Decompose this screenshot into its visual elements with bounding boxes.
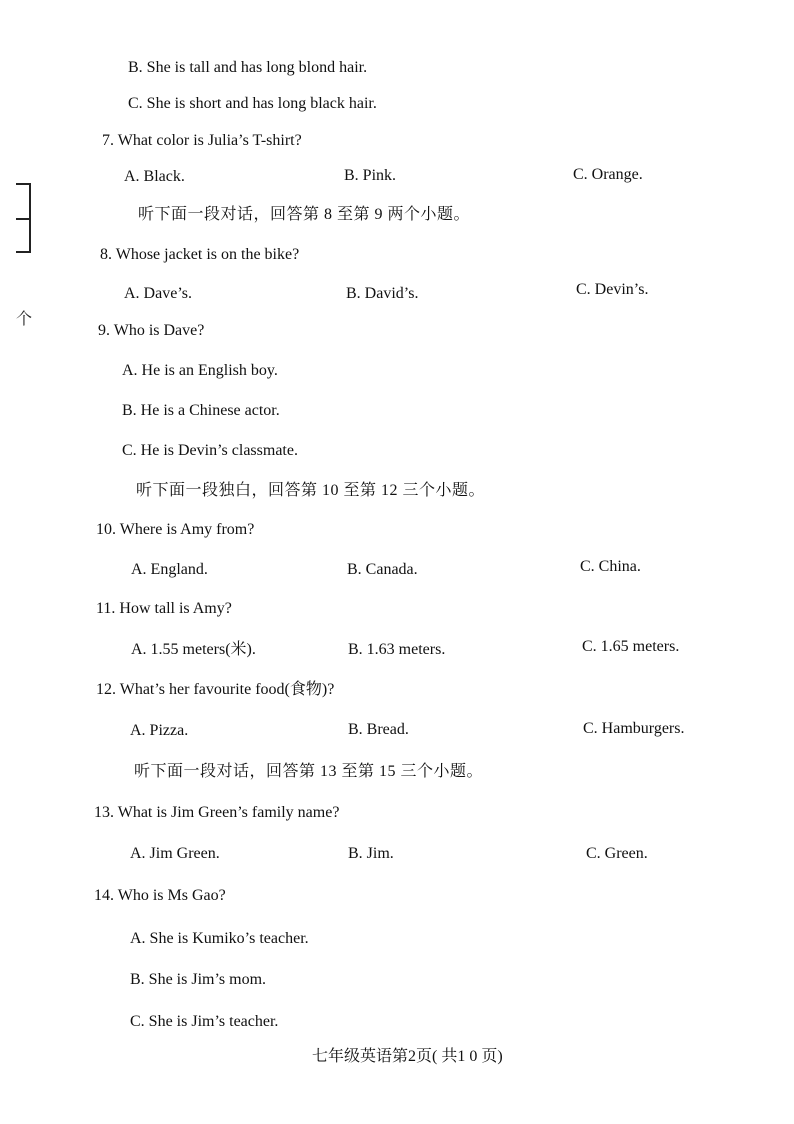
q10-option-a: A. England. bbox=[131, 561, 208, 578]
q10-option-c: C. China. bbox=[580, 558, 641, 575]
q9-option-a: A. He is an English boy. bbox=[122, 362, 278, 379]
q10-option-b: B. Canada. bbox=[347, 561, 418, 578]
section-instruction-10-12: 听下面一段独白，回答第 10 至第 12 三个小题。 bbox=[136, 482, 486, 499]
q13-stem: 13. What is Jim Green’s family name? bbox=[94, 804, 340, 821]
binding-tick-top bbox=[16, 183, 30, 185]
q6-option-c: C. She is short and has long black hair. bbox=[128, 95, 377, 112]
q7-stem: 7. What color is Julia’s T-shirt? bbox=[102, 132, 302, 149]
q11-option-c: C. 1.65 meters. bbox=[582, 638, 680, 655]
q10-stem: 10. Where is Amy from? bbox=[96, 521, 255, 538]
q9-option-b: B. He is a Chinese actor. bbox=[122, 402, 280, 419]
q7-option-a: A. Black. bbox=[124, 168, 185, 185]
q11-option-b: B. 1.63 meters. bbox=[348, 641, 446, 658]
section-instruction-13-15: 听下面一段对话，回答第 13 至第 15 三个小题。 bbox=[134, 763, 484, 780]
binding-tick-middle bbox=[16, 218, 30, 220]
page-footer: 七年级英语第2页( 共1 0 页) bbox=[312, 1048, 503, 1065]
section-instruction-8-9: 听下面一段对话，回答第 8 至第 9 两个小题。 bbox=[138, 206, 471, 223]
q12-option-a: A. Pizza. bbox=[130, 722, 189, 739]
q13-option-c: C. Green. bbox=[586, 845, 648, 862]
q6-option-b: B. She is tall and has long blond hair. bbox=[128, 59, 368, 76]
q11-stem: 11. How tall is Amy? bbox=[96, 600, 232, 617]
q9-stem: 9. Who is Dave? bbox=[98, 322, 205, 339]
q7-option-c: C. Orange. bbox=[573, 166, 643, 183]
q14-option-a: A. She is Kumiko’s teacher. bbox=[130, 930, 309, 947]
q14-option-b: B. She is Jim’s mom. bbox=[130, 971, 267, 988]
q12-option-b: B. Bread. bbox=[348, 721, 409, 738]
q12-stem: 12. What’s her favourite food(食物)? bbox=[96, 681, 335, 698]
q8-option-b: B. David’s. bbox=[346, 285, 419, 302]
q14-stem: 14. Who is Ms Gao? bbox=[94, 887, 226, 904]
q8-option-c: C. Devin’s. bbox=[576, 281, 649, 298]
q8-stem: 8. Whose jacket is on the bike? bbox=[100, 246, 300, 263]
q9-option-c: C. He is Devin’s classmate. bbox=[122, 442, 298, 459]
q12-option-c: C. Hamburgers. bbox=[583, 720, 685, 737]
q13-option-a: A. Jim Green. bbox=[130, 845, 220, 862]
binding-tick-bottom bbox=[16, 251, 30, 253]
q7-option-b: B. Pink. bbox=[344, 167, 397, 184]
q13-option-b: B. Jim. bbox=[348, 845, 394, 862]
q11-option-a: A. 1.55 meters(米). bbox=[131, 641, 256, 658]
margin-mark: 个 bbox=[16, 309, 33, 328]
q14-option-c: C. She is Jim’s teacher. bbox=[130, 1013, 279, 1030]
q8-option-a: A. Dave’s. bbox=[124, 285, 192, 302]
